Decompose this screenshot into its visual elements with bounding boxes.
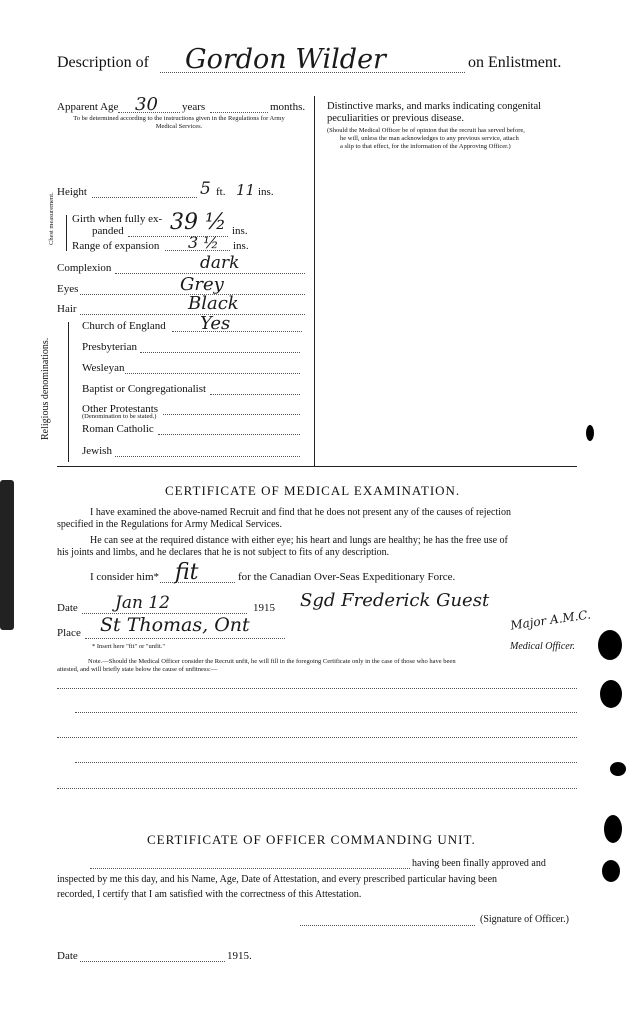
- unfit-line-3: [57, 737, 577, 738]
- year-value: 1915: [253, 602, 275, 614]
- years-label: years: [182, 101, 206, 113]
- girth-label-1: Girth when fully ex-: [72, 213, 163, 225]
- presbyterian-label: Presbyterian: [82, 341, 137, 353]
- consider-value: fit: [175, 560, 199, 585]
- complexion-label: Complexion: [57, 262, 112, 274]
- church-label: Church of England: [82, 320, 166, 332]
- commanding-line2: inspected by me this day, and his Name, Age, Date of Attestation, and every prescribed particular having been: [57, 874, 498, 885]
- range-unit: ins.: [233, 240, 249, 252]
- church-value: Yes: [200, 313, 231, 334]
- consider-tail: for the Canadian Over-Seas Expeditionary Force.: [238, 571, 456, 583]
- other-protestants-note: (Denomination to be stated.): [82, 413, 157, 420]
- scan-blot: [604, 815, 622, 843]
- range-value: 3 ½: [188, 233, 219, 252]
- eyes-value: Grey: [180, 274, 224, 295]
- girth-label-2: panded: [92, 225, 124, 237]
- apparent-age-label: Apparent Age: [57, 101, 119, 113]
- eyes-label: Eyes: [57, 283, 79, 295]
- unfit-note-a: Note.—Should the Medical Officer consider the Recruit unfit, he will fill in the foregoing Certificate only in the case of those who have been: [88, 658, 456, 665]
- roman-catholic-label: Roman Catholic: [82, 423, 154, 435]
- girth-value: 39 ½: [170, 210, 227, 235]
- medical-para2-a: He can see at the required distance with either eye; his heart and lungs are healthy; he has the free use of: [90, 535, 508, 546]
- chest-bracket: [66, 215, 67, 251]
- religion-bracket: [68, 322, 69, 462]
- jewish-dots: [115, 456, 300, 457]
- hair-label: Hair: [57, 303, 77, 315]
- height-ft-value: 5: [200, 179, 211, 199]
- ft-label: ft.: [216, 186, 226, 198]
- commanding-date-dots: [80, 961, 225, 962]
- scan-blot: [586, 425, 594, 441]
- commanding-line1-tail: having been finally approved and: [412, 858, 546, 869]
- section-rule: [57, 466, 577, 467]
- distinctive-note-1: (Should the Medical Officer be of opinion that the recruit has served before,: [327, 127, 525, 134]
- medical-heading: CERTIFICATE OF MEDICAL EXAMINATION.: [165, 483, 461, 498]
- header-suffix: on Enlistment.: [468, 54, 562, 71]
- scan-blot: [610, 762, 626, 776]
- signature-dots: [300, 925, 475, 926]
- jewish-label: Jewish: [82, 445, 112, 457]
- presbyterian-dots: [140, 352, 300, 353]
- officer-signature: Sgd Frederick Guest: [300, 590, 490, 611]
- scan-edge-mark: [0, 480, 14, 630]
- header-prefix: Description of: [57, 54, 149, 71]
- age-note: To be determined according to the instructions given in the Regulations for Army Medical Services.: [73, 115, 285, 130]
- height-label: Height: [57, 186, 87, 198]
- rc-dots: [158, 434, 300, 435]
- girth-unit: ins.: [232, 225, 248, 237]
- medical-para2-b: his joints and limbs, and he declares that he is not subject to fits of any description.: [57, 547, 390, 558]
- height-dots: [92, 197, 197, 198]
- commanding-heading: CERTIFICATE OF OFFICER COMMANDING UNIT.: [147, 832, 476, 847]
- baptist-label: Baptist or Congregationalist: [82, 383, 207, 395]
- unfit-line-4: [75, 762, 577, 763]
- unfit-line-5: [57, 788, 577, 789]
- wesleyan-label: Wesleyan: [82, 362, 125, 374]
- commanding-line3: recorded, I certify that I am satisfied with the correctness of this Attestation.: [57, 889, 362, 900]
- place-value: St Thomas, Ont: [100, 614, 250, 636]
- church-dots: [172, 331, 302, 332]
- date-label: Date: [57, 602, 78, 614]
- unfit-line-1: [57, 688, 577, 689]
- recruit-name: Gordon Wilder: [185, 44, 386, 75]
- months-dots: [210, 112, 268, 113]
- hair-dots: [80, 314, 305, 315]
- officer-rank: Major A.M.C.: [509, 607, 592, 633]
- wesleyan-dots: [125, 373, 300, 374]
- distinctive-marks-line1: Distinctive marks, and marks indicating congenital: [327, 101, 542, 112]
- medical-officer-label: Medical Officer.: [510, 641, 575, 652]
- baptist-dots: [210, 394, 300, 395]
- unfit-line-2: [75, 712, 577, 713]
- commanding-date-label: Date: [57, 950, 78, 962]
- distinctive-note-3: a slip to that effect, for the information of the Approving Officer.): [340, 143, 511, 150]
- insert-note: * Insert here "fit" or "unfit.": [92, 643, 166, 650]
- medical-para1-a: I have examined the above-named Recruit and find that he does not present any of the causes of rejection: [90, 507, 511, 518]
- distinctive-note-2: he will, unless the man acknowledges to any previous service, attach: [340, 135, 519, 142]
- column-divider: [314, 96, 315, 466]
- months-label: months.: [270, 101, 306, 113]
- consider-label: I consider him*: [90, 571, 160, 583]
- commanding-line1-dots: [90, 868, 410, 869]
- scan-blot: [600, 680, 622, 708]
- distinctive-marks-line2: peculiarities or previous disease.: [327, 113, 465, 124]
- chest-side-label: Chest measurement.: [48, 192, 55, 245]
- scan-blot: [602, 860, 620, 882]
- commanding-year-label: 1915.: [227, 950, 252, 962]
- medical-para1-b: specified in the Regulations for Army Medical Services.: [57, 519, 282, 530]
- scan-blot: [598, 630, 622, 660]
- date-value: Jan 12: [115, 593, 170, 613]
- ins-label: ins.: [258, 186, 274, 198]
- hair-value: Black: [188, 293, 239, 314]
- signature-of-officer-label: (Signature of Officer.): [480, 914, 569, 925]
- other-dots: [163, 414, 300, 415]
- place-label: Place: [57, 627, 81, 639]
- height-in-value: 11: [236, 181, 256, 199]
- other-protestants-label: Other Protestants: [82, 403, 159, 415]
- range-label: Range of expansion: [72, 240, 160, 252]
- complexion-value: dark: [200, 253, 240, 273]
- place-dots: [85, 638, 285, 639]
- religion-side-label: Religious denominations.: [40, 337, 51, 440]
- unfit-note-b: attested, and will briefly state below the cause of unfitness:—: [57, 666, 218, 673]
- apparent-age-value: 30: [135, 94, 158, 115]
